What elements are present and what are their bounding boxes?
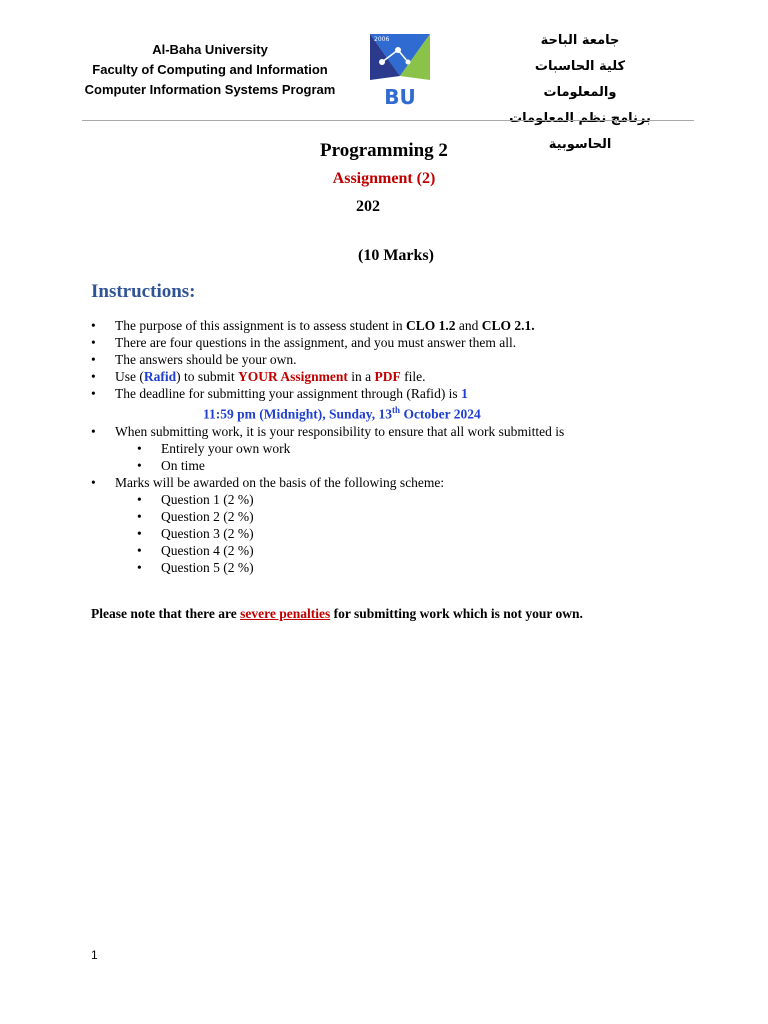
bullet-icon: • — [91, 474, 96, 490]
page-number: 1 — [91, 948, 98, 962]
instructions-heading: Instructions: — [91, 281, 196, 302]
pdf-format: PDF — [374, 369, 401, 384]
purpose-text: The purpose of this assignment is to assess student in — [115, 318, 406, 333]
submit-in-a: in a — [347, 369, 375, 384]
scheme-item — [91, 542, 711, 559]
bullet-icon: • — [137, 491, 142, 507]
header-divider — [82, 120, 694, 121]
list-item-deadline — [91, 385, 711, 402]
questions-text: There are four questions in the assignment, and you must answer them all. — [115, 335, 517, 350]
bullet-icon: • — [91, 423, 96, 439]
deadline-text: The deadline for submitting your assignment through (Rafid) is — [115, 386, 462, 401]
logo-initials: BU — [384, 85, 416, 108]
deadline-ordinal: th — [392, 405, 401, 415]
logo-year: 2006 — [374, 36, 390, 43]
header-english — [60, 40, 360, 100]
total-marks: (10 Marks) — [358, 247, 434, 264]
program-name-ar: برنامج نظم المعلومات الحاسوبية — [509, 111, 651, 152]
own-text: The answers should be your own. — [115, 352, 297, 367]
list-item-purpose — [91, 317, 711, 334]
scheme-question-3: Question 3 (2 %) — [161, 525, 254, 541]
scheme-item — [91, 508, 711, 525]
bullet-icon: • — [137, 457, 142, 473]
deadline-time: 11:59 pm (Midnight), Sunday, 13 — [203, 406, 393, 422]
your-assignment: YOUR Assignment — [238, 369, 348, 384]
bullet-icon: • — [91, 386, 96, 401]
deadline-datetime — [91, 402, 711, 423]
assignment-title: Assignment (2) — [332, 170, 436, 187]
list-item-responsibility — [91, 423, 711, 440]
rafid-name: Rafid — [143, 369, 177, 384]
clo-2: CLO 2.1. — [481, 318, 535, 333]
scheme-question-4: Question 4 (2 %) — [161, 542, 254, 558]
faculty-name-ar: كلية الحاسبات والمعلومات — [534, 59, 626, 100]
university-name-ar: جامعة الباحة — [540, 33, 620, 48]
responsibility-item-2: On time — [161, 457, 205, 473]
scheme-question-1: Question 1 (2 %) — [161, 491, 254, 507]
list-item-submit — [91, 368, 711, 385]
bullet-icon: • — [137, 508, 142, 524]
note-suffix: for submitting work which is not your own. — [330, 606, 583, 621]
scheme-text: Marks will be awarded on the basis of the following scheme: — [115, 474, 445, 490]
bullet-icon: • — [91, 318, 96, 333]
scheme-item — [91, 525, 711, 542]
submit-to: ) to submit — [176, 369, 239, 384]
sub-item — [91, 440, 711, 457]
course-code: 202 — [356, 198, 380, 215]
responsibility-text: When submitting work, it is your responsibility to ensure that all work submitted is — [115, 423, 565, 439]
submit-use: Use ( — [115, 369, 144, 384]
list-item-own — [91, 351, 711, 368]
responsibility-item-1: Entirely your own work — [161, 440, 291, 456]
bullet-icon: • — [91, 369, 96, 384]
sub-item — [91, 457, 711, 474]
scheme-item — [91, 559, 711, 576]
bullet-icon: • — [137, 525, 142, 541]
submit-file: file. — [400, 369, 426, 384]
university-logo — [368, 32, 432, 108]
university-name: Al-Baha University — [152, 42, 268, 57]
scheme-item — [91, 491, 711, 508]
list-item-scheme — [91, 474, 711, 491]
purpose-and: and — [455, 318, 482, 333]
scheme-question-5: Question 5 (2 %) — [161, 559, 254, 575]
note-prefix: Please note that there are — [91, 606, 241, 621]
deadline-month-year: October 2024 — [400, 406, 481, 422]
bullet-icon: • — [91, 335, 96, 350]
instructions-list — [91, 317, 711, 576]
penalty-note — [91, 606, 583, 622]
scheme-question-2: Question 2 (2 %) — [161, 508, 254, 524]
bullet-icon: • — [137, 559, 142, 575]
deadline-number: 1 — [461, 386, 468, 401]
note-emphasis: severe penalties — [240, 606, 331, 621]
list-item-questions — [91, 334, 711, 351]
clo-1: CLO 1.2 — [405, 318, 456, 333]
faculty-name: Faculty of Computing and Information — [92, 62, 328, 77]
program-name: Computer Information Systems Program — [84, 82, 336, 97]
bullet-icon: • — [91, 352, 96, 367]
bullet-icon: • — [137, 440, 142, 456]
bullet-icon: • — [137, 542, 142, 558]
course-title: Programming 2 — [320, 140, 448, 161]
header-arabic — [500, 28, 660, 158]
